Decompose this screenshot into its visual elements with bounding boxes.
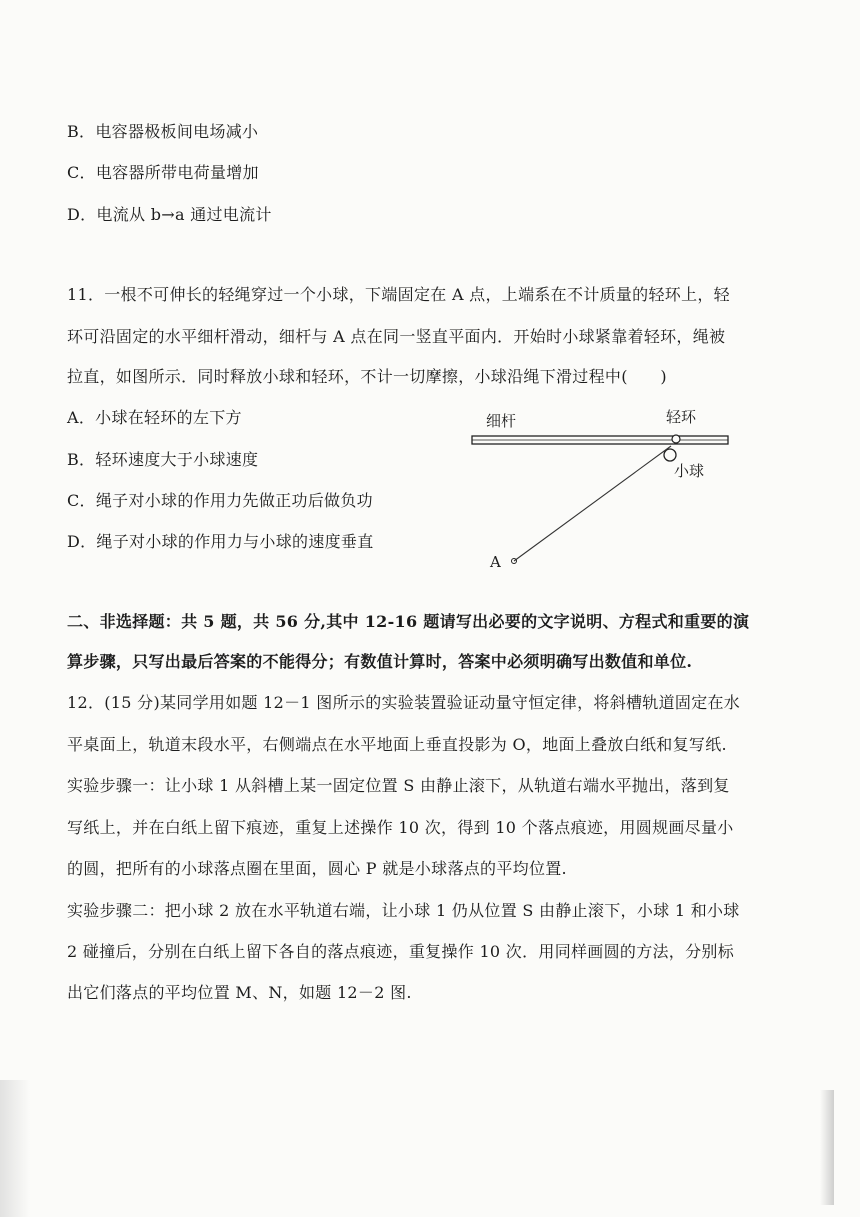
q11-stem-line-1: 11．一根不可伸长的轻绳穿过一个小球，下端固定在 A 点，上端系在不计质量的轻环上，轻 <box>67 285 730 304</box>
q11-option-d: D．绳子对小球的作用力与小球的速度垂直 <box>67 532 374 551</box>
q12-line-1: 12．(15 分)某同学用如题 12－1 图所示的实验装置验证动量守恒定律，将斜槽轨道固定在水 <box>67 693 741 712</box>
ball-label: 小球 <box>674 462 705 480</box>
q12-line-6: 实验步骤二：把小球 2 放在水平轨道右端，让小球 1 仍从位置 S 由静止滚下，小球 1 和小球 <box>67 901 740 920</box>
q12-line-4: 写纸上，并在白纸上留下痕迹，重复上述操作 10 次，得到 10 个落点痕迹，用圆规画尽量小 <box>67 818 734 837</box>
scan-shadow-left <box>0 1080 30 1217</box>
ring-shape <box>672 435 680 443</box>
option-b-prev: B．电容器极板间电场减小 <box>67 122 259 141</box>
q12-line-8: 出它们落点的平均位置 M、N，如题 12－2 图. <box>67 983 412 1002</box>
ring-label: 轻环 <box>666 408 697 426</box>
q11-stem-line-2: 环可沿固定的水平细杆滑动，细杆与 A 点在同一竖直平面内．开始时小球紧靠着轻环，绳被 <box>67 327 726 346</box>
q11-option-b: B．轻环速度大于小球速度 <box>67 450 259 469</box>
q12-line-5: 的圆，把所有的小球落点圈在里面，圆心 P 就是小球落点的平均位置. <box>67 859 567 878</box>
q11-figure <box>470 400 750 590</box>
q11-option-a: A．小球在轻环的左下方 <box>67 408 242 427</box>
q12-line-7: 2 碰撞后，分别在白纸上留下各自的落点痕迹，重复操作 10 次．用同样画圆的方法，分别标 <box>67 942 734 961</box>
point-a-label: A <box>490 553 501 571</box>
q11-option-c: C．绳子对小球的作用力先做正功后做负功 <box>67 491 373 510</box>
q12-line-3: 实验步骤一：让小球 1 从斜槽上某一固定位置 S 由静止滚下，从轨道右端水平抛出，落到复 <box>67 776 730 795</box>
q11-stem-line-3: 拉直，如图所示．同时释放小球和轻环，不计一切摩擦，小球沿绳下滑过程中( ) <box>67 367 667 386</box>
option-d-prev: D．电流从 b→a 通过电流计 <box>67 205 272 224</box>
section2-line-1: 二、非选择题：共 5 题，共 56 分,其中 12-16 题请写出必要的文字说明、方程式和重要的演 <box>67 612 750 631</box>
scan-shadow-right <box>820 1090 834 1205</box>
section2-line-2: 算步骤，只写出最后答案的不能得分；有数值计算时，答案中必须明确写出数值和单位. <box>67 652 693 671</box>
q12-line-2: 平桌面上，轨道末段水平，右侧端点在水平地面上垂直投影为 O，地面上叠放白纸和复写纸. <box>67 735 727 754</box>
option-c-prev: C．电容器所带电荷量增加 <box>67 163 259 182</box>
rod-label: 细杆 <box>486 412 517 430</box>
rope-upper <box>514 446 671 561</box>
